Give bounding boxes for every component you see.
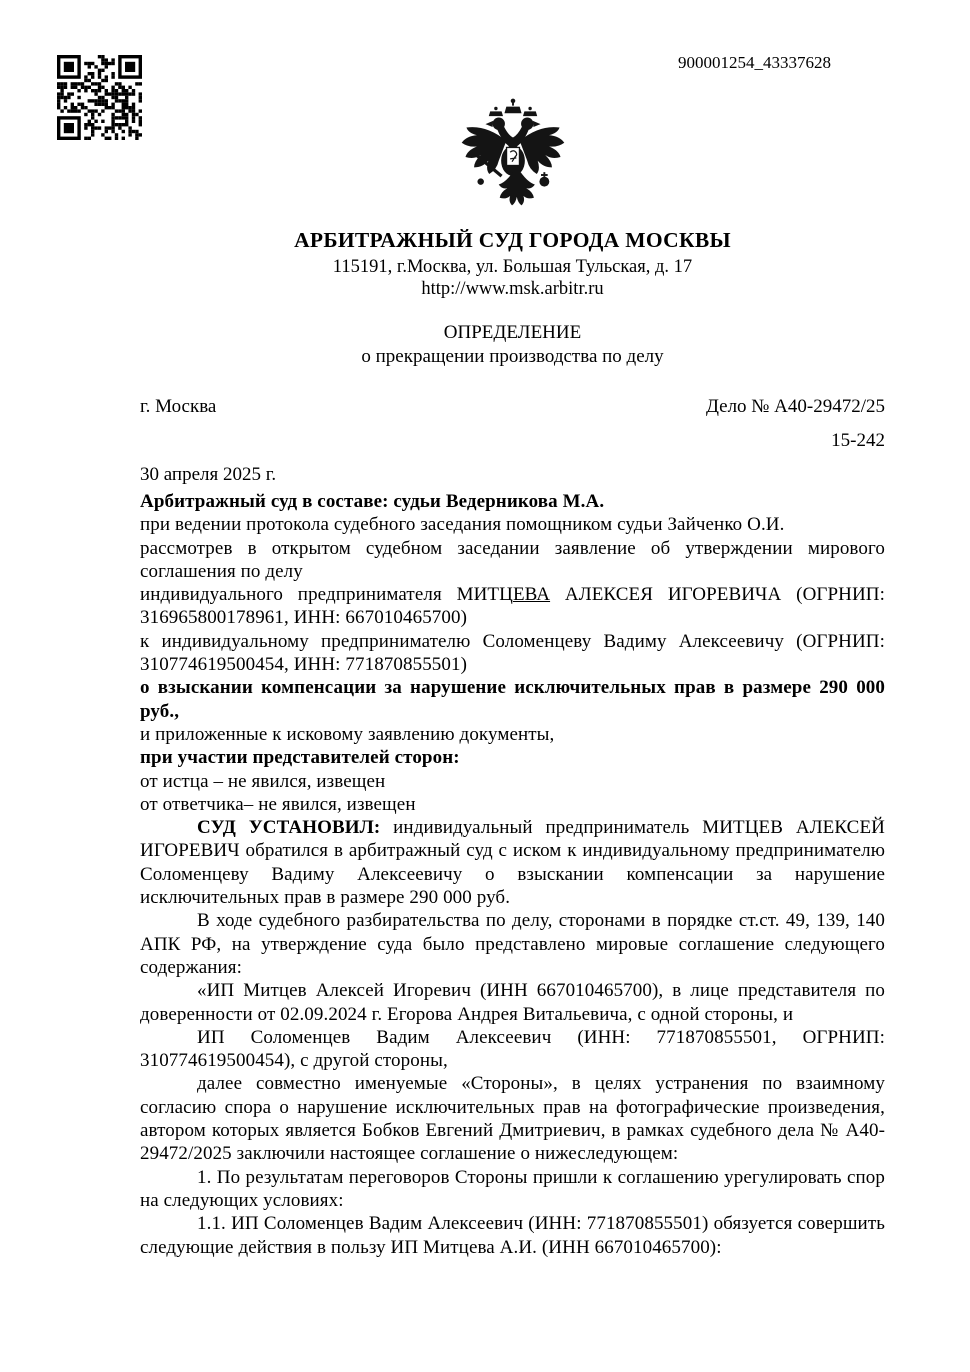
paragraph (140, 537, 885, 584)
text-segment: 1. По результатам переговоров Стороны пришли к соглашению урегулировать спор на следующих условиях: (140, 1166, 885, 1211)
text-segment: индивидуального предпринимателя МИТЦ (140, 584, 513, 606)
qr-code-icon (57, 55, 142, 140)
text-segment: при участии представителей сторон: (140, 747, 460, 769)
paragraph (140, 583, 885, 630)
document-date: 30 апреля 2025 г. (140, 464, 277, 485)
paragraph (140, 909, 885, 979)
paragraph (140, 723, 885, 746)
paragraph (140, 490, 885, 513)
document-content (140, 0, 885, 1259)
text-segment: и приложенные к исковому заявлению документы, (140, 723, 555, 745)
emblem-container (140, 96, 885, 216)
text-segment: далее совместно именуемые «Стороны», в целях устранения по взаимному согласию спора о нарушение исключительных прав на фотографические произведения, автором которых является Бобков Евгений Дмитриевич, в рамках судебного дела № А40-29472/2025 заключили настоящее соглашение о нижеследующем: (140, 1073, 885, 1165)
text-segment: рассмотрев в открытом судебном заседании заявление об утверждении мирового соглашения по делу (140, 537, 885, 582)
case-registry-code: 15-242 (831, 430, 885, 451)
case-number: Дело № А40-29472/25 (705, 396, 885, 417)
paragraph (140, 816, 885, 909)
text-segment: ЕВА (512, 584, 551, 606)
paragraph (140, 793, 885, 816)
document-type-title: ОПРЕДЕЛЕНИЕ (443, 322, 582, 343)
text-segment: от ответчика– не явился, извещен (140, 793, 416, 815)
text-segment: Арбитражный суд в составе: судьи Ведерникова М.А. (140, 491, 605, 512)
text-segment: от истца – не явился, извещен (140, 770, 386, 792)
case-city: г. Москва (140, 396, 217, 417)
paragraph (140, 1072, 885, 1165)
paragraph (140, 979, 885, 1026)
paragraph (140, 1166, 885, 1213)
text-segment: о взыскании компенсации за нарушение исключительных прав в размере 290 000 руб., (140, 677, 885, 722)
text-segment: к индивидуальному предпринимателю Соломенцеву Вадиму Алексеевичу (ОГРНИП: 310774619500454, ИНН: 771870855501) (140, 630, 885, 676)
text-segment: индивидуальный предприниматель МИТЦЕВ АЛЕКСЕЙ ИГОРЕВИЧ обратился в арбитражный суд с иском к индивидуальному предпринимателю Соломенцеву Вадиму Алексеевичу о взыскании компенсации за нарушение исключительных прав в размере 290 000 руб. (140, 817, 885, 909)
court-address: 115191, г.Москва, ул. Большая Тульская, д. 17 (332, 257, 693, 277)
paragraph (140, 1212, 885, 1259)
paragraph (140, 676, 885, 723)
document-subtitle: о прекращении производства по делу (361, 346, 664, 367)
text-segment: АЛЕКСЕЯ ИГОРЕВИЧА (ОГРНИП: 316965800178961, ИНН: 667010465700) (140, 584, 885, 629)
text-segment: В ходе судебного разбирательства по делу, сторонами в порядке ст.ст. 49, 139, 140 АПК РФ, на утверждение суда было представлено мировые соглашение следующего содержания: (140, 910, 885, 978)
paragraph (140, 770, 885, 793)
paragraph (140, 1026, 885, 1073)
text-segment: СУД УСТАНОВИЛ: (197, 817, 394, 839)
document-body (140, 490, 885, 1259)
text-segment: ИП Соломенцев Вадим Алексеевич (ИНН: 771870855501, ОГРНИП: 310774619500454), с другой стороны, (140, 1026, 885, 1072)
text-segment: «ИП Митцев Алексей Игоревич (ИНН 667010465700), в лице представителя по доверенности от 02.09.2024 г. Егорова Андрея Витальевича, с одной стороны, и (140, 980, 885, 1025)
document-id: 900001254_43337628 (678, 53, 831, 72)
text-segment: при ведении протокола судебного заседания помощником судьи Зайченко О.И. (140, 514, 785, 536)
paragraph (140, 630, 885, 677)
case-info-row (140, 396, 885, 418)
text-segment: 1.1. ИП Соломенцев Вадим Алексеевич (ИНН: 771870855501) обязуется совершить следующие действия в пользу ИП Митцева А.И. (ИНН 667010465700): (140, 1213, 885, 1258)
court-website: http://www.msk.arbitr.ru (421, 279, 604, 299)
coat-of-arms-eagle-icon (456, 96, 570, 216)
paragraph (140, 746, 885, 769)
paragraph (140, 513, 885, 536)
court-name: АРБИТРАЖНЫЙ СУД ГОРОДА МОСКВЫ (294, 228, 731, 252)
